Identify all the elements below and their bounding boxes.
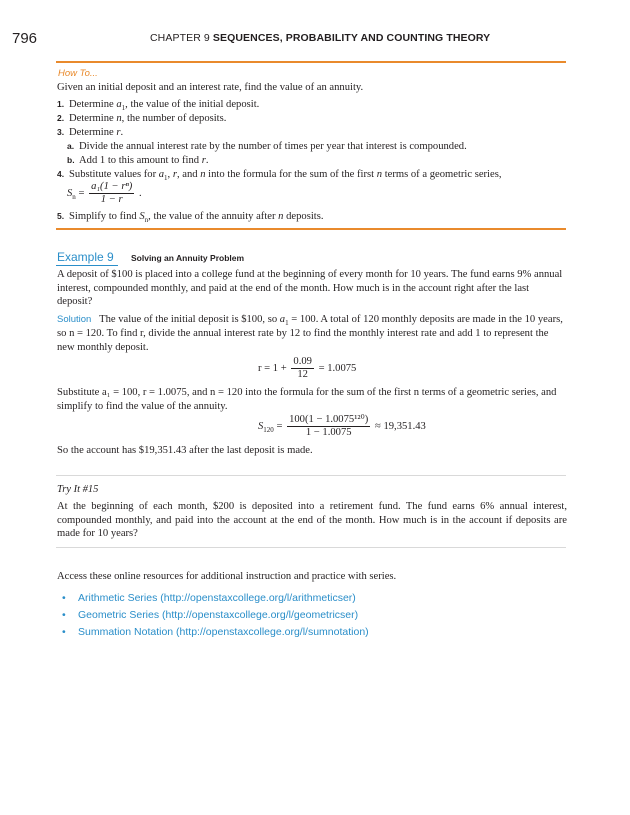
bullet-icon: •	[62, 609, 66, 621]
howto-title: How To...	[58, 68, 98, 79]
resource-link-geometric[interactable]: • Geometric Series (http://openstaxcollege.org/l/geometricser)	[62, 609, 359, 621]
howto-formula: $S_n$ = $\frac{\text{a₁(1 − rⁿ)}}{1 - r}$ .	[67, 181, 142, 205]
bullet-icon: •	[62, 626, 66, 638]
bullet-icon: •	[62, 592, 66, 604]
tryit-text: At the beginning of each month, $200 is deposited into a retirement fund. The fund earns 6% annual interest, compounded monthly, and paid into the account at the end of the month. How much is in the account if deposits are made for 10 years?	[57, 501, 567, 539]
resource-link-summation[interactable]: • Summation Notation (http://openstaxcollege.org/l/sumnotation)	[62, 626, 369, 638]
howto-bottom-rule	[56, 228, 566, 230]
tryit-title: Try It #15	[57, 484, 99, 495]
chapter-header	[150, 32, 490, 44]
howto-step-2: 2. Determine n, the number of deposits.	[57, 113, 227, 124]
example-conclusion: So the account has $19,351.43 after the last deposit is made.	[57, 445, 313, 456]
solution-label: Solution	[57, 314, 92, 325]
page-number: 796	[12, 30, 38, 47]
chapter-title: SEQUENCES, PROBABILITY AND COUNTING THEORY	[212, 32, 491, 44]
solution-line-3: new monthly deposit.	[57, 342, 149, 353]
equation-r: r = 1 + $\frac{0.09}{12}$ = 1.0075	[258, 356, 357, 380]
example-underline	[56, 265, 118, 266]
howto-step-5: 5. Simplify to find $S_n$, the value of the annuity after n deposits.	[57, 211, 324, 225]
howto-step-3a: a. Divide the annual interest rate by the number of times per year that interest is compounded.	[67, 141, 467, 152]
solution-line-2: so n = 120. To find r, divide the annual interest rate by 12 to find the monthly interest rate and add 1 to represent the	[57, 328, 549, 339]
example-title: Solving an Annuity Problem	[131, 253, 245, 263]
tryit-bottom-rule	[56, 547, 566, 548]
howto-step-1: 1. Determine $a_1$, the value of the initial deposit.	[57, 99, 260, 113]
example-problem: A deposit of $100 is placed into a college fund at the beginning of every month for 10 years. The fund earns 9% annual interest, compounded monthly, and paid at the end of the month. How much is in the account right after the last deposit?	[57, 269, 563, 307]
howto-step-4: 4. Substitute values for $a_1$, r, and n into the formula for the sum of the first n terms of a geometric series,	[57, 169, 502, 183]
solution-line-1: Solution The value of the initial deposit is $100, so $a_1 = 100$. A total of 120 monthly deposits are made in the 10 years,	[57, 314, 563, 328]
tryit-top-rule	[56, 475, 566, 476]
howto-step-3: 3. Determine r.	[57, 127, 124, 138]
chapter-label: CHAPTER 9	[150, 32, 210, 44]
example-label: Example 9	[57, 250, 114, 264]
howto-intro: Given an initial deposit and an interest rate, find the value of an annuity.	[57, 82, 364, 93]
equation-s120: $S_{120}$ = $\frac{\text{100(1 − 1.0075¹²⁰)}}{1 - 1.0075}$ ≈ 19,351.43	[258, 414, 426, 438]
howto-step-3b: b. Add 1 to this amount to find r.	[67, 155, 209, 166]
resource-link-arithmetic[interactable]: • Arithmetic Series (http://openstaxcollege.org/l/arithmeticser)	[62, 592, 356, 604]
howto-top-rule	[56, 61, 566, 63]
substitute-line-2: simplify to find the value of the annuity.	[57, 401, 228, 412]
substitute-line-1: Substitute a₁ = 100, r = 1.0075, and n = 120 into the formula for the sum of the first n terms of a geometric series, and	[57, 387, 557, 398]
resources-intro: Access these online resources for additional instruction and practice with series.	[57, 571, 397, 582]
